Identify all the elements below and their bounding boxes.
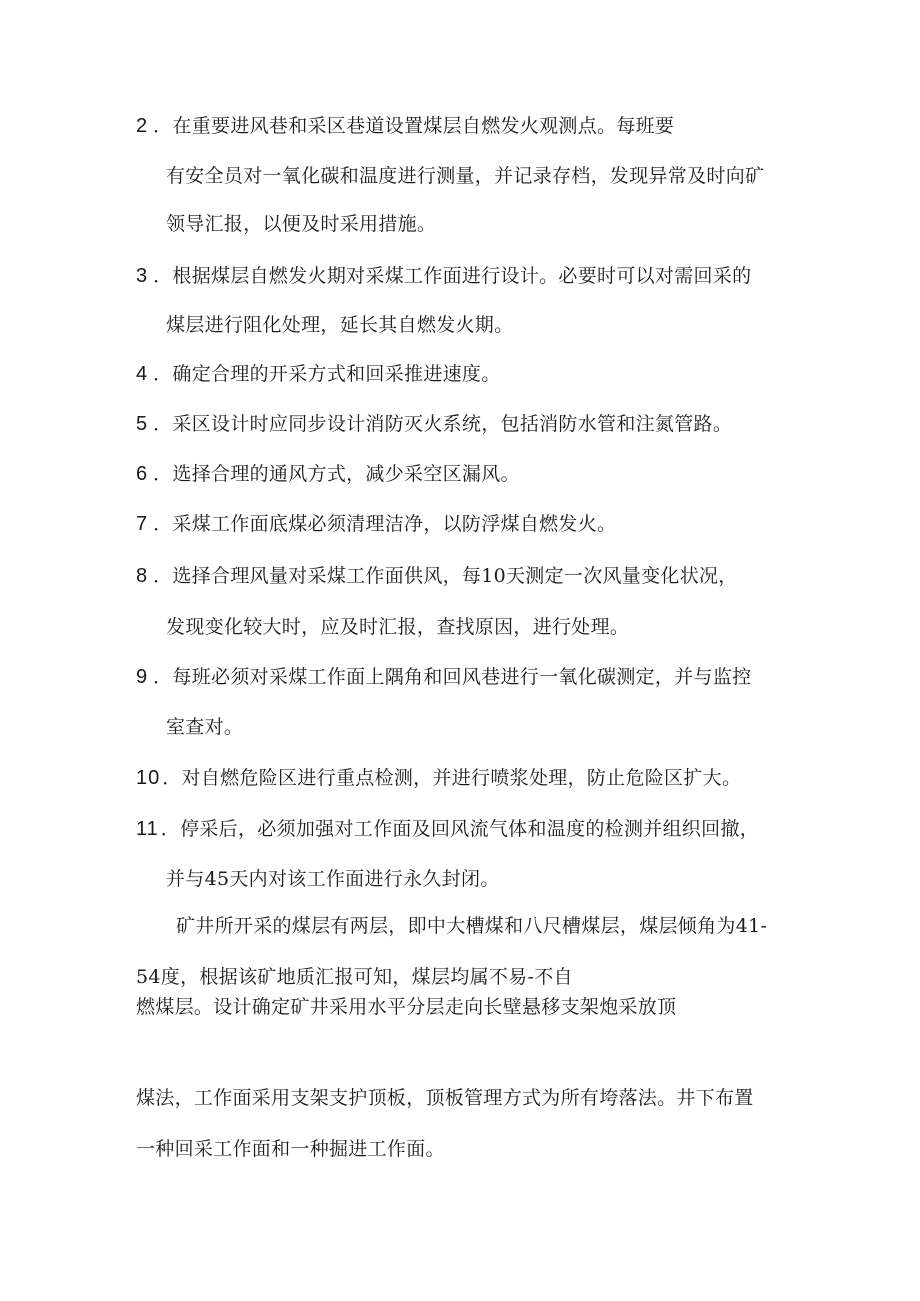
list-text: ．选择合理风量对采煤工作面供风，每10天测定一次风量变化状况， (153, 565, 738, 587)
list-item-3-line-1 (136, 264, 751, 288)
list-text: ．根据煤层自燃发火期对采煤工作面进行设计。必要时可以对需回采的 (153, 265, 752, 287)
list-item-3-line-2: 煤层进行阻化处理，延长其自燃发火期。 (166, 314, 514, 336)
list-item-2-line-1 (136, 114, 674, 138)
list-text: ．选择合理的通风方式，减少采空区漏风。 (153, 463, 520, 485)
list-number: 6 (136, 463, 154, 485)
list-number: 4 (136, 363, 154, 385)
list-item-10 (136, 766, 741, 790)
list-item-6 (136, 462, 520, 486)
list-text: ．对自燃危险区进行重点检测，并进行喷浆处理，防止危险区扩大。 (162, 767, 742, 789)
list-number: 5 (136, 413, 154, 435)
paragraph-line-3: 燃煤层。设计确定矿井采用水平分层走向长壁悬移支架炮采放顶 (136, 996, 677, 1018)
list-item-4 (136, 362, 501, 386)
list-item-8-line-2: 发现变化较大时，应及时汇报，查找原因，进行处理。 (166, 616, 630, 638)
list-item-8-line-1 (136, 564, 738, 588)
paragraph-line-4: 煤法，工作面采用支架支护顶板，顶板管理方式为所有垮落法。井下布置 (136, 1087, 754, 1109)
paragraph-line-2: 54度，根据该矿地质汇报可知，煤层均属不易-不自 (136, 966, 573, 988)
list-item-11-line-1 (136, 817, 759, 841)
list-item-11-line-2: 并与45天内对该工作面进行永久封闭。 (166, 868, 500, 890)
paragraph-line-5: 一种回采工作面和一种掘进工作面。 (136, 1138, 445, 1160)
list-text: ．在重要进风巷和采区巷道设置煤层自燃发火观测点。每班要 (153, 115, 675, 137)
list-text: ．采煤工作面底煤必须清理洁净，以防浮煤自燃发火。 (153, 513, 617, 535)
list-item-9-line-1 (136, 665, 751, 689)
list-number: 3 (136, 265, 154, 287)
list-number: 10 (136, 767, 161, 789)
list-item-2-line-2: 有安全员对一氧化碳和温度进行测量，并记录存档，发现异常及时向矿 (166, 165, 765, 187)
list-text: ．每班必须对采煤工作面上隅角和回风巷进行一氧化碳测定，并与监控 (153, 666, 752, 688)
list-number: 2 (136, 115, 154, 137)
list-text: ．停采后，必须加强对工作面及回风流气体和温度的检测并组织回撤， (160, 818, 760, 840)
list-number: 8 (136, 565, 154, 587)
list-item-2-line-3: 领导汇报，以便及时采用措施。 (166, 213, 437, 235)
paragraph-line-1: 矿井所开采的煤层有两层，即中大槽煤和八尺槽煤层，煤层倾角为41- (176, 915, 768, 937)
list-text: ．采区设计时应同步设计消防灭火系统，包括消防水管和注氮管路。 (153, 413, 733, 435)
list-item-9-line-2: 室查对。 (166, 716, 244, 738)
list-item-5 (136, 412, 732, 436)
list-number: 7 (136, 513, 154, 535)
list-number: 11 (136, 818, 159, 840)
list-text: ．确定合理的开采方式和回采推进速度。 (153, 363, 501, 385)
list-item-7 (136, 512, 616, 536)
list-number: 9 (136, 666, 154, 688)
